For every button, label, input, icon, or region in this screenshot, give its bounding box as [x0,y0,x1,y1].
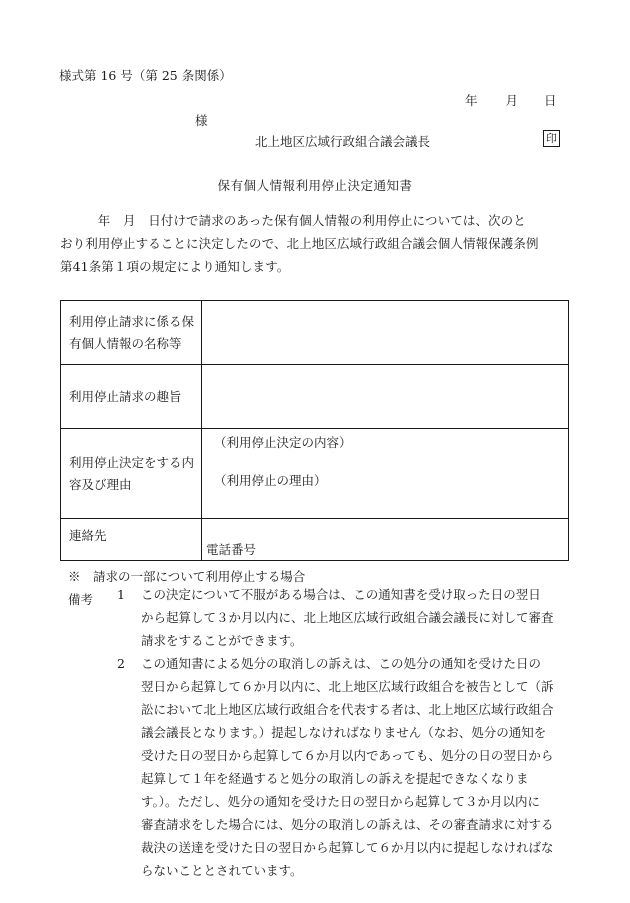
date-month: 月 [505,93,519,108]
note-line: 審査請求をした場合には、処分の取消しの訴えは、その審査請求に対する [141,817,554,832]
table-row [61,519,569,561]
decision-reason-label: （利用停止の理由） [214,473,327,488]
table-row [61,301,569,365]
table-row [61,429,569,519]
note-line: 請求をすることができます。 [141,633,303,648]
note-line: 訟において北上地区広域行政組合を代表する者は、北上地区広域行政組合 [141,702,554,717]
note-line: 議会議長となります。）提起しなければなりません（なお、処分の通知を [141,725,547,740]
table-row [61,365,569,429]
row-value-contact [202,519,569,561]
row-value-decision [202,429,569,519]
date-day: 日 [544,93,557,108]
body-line: 第41条第１項の規定により通知します。 [60,259,290,274]
body-line: おり利用停止することに決定したので、北上地区広域行政組合議会個人情報保護条例 [60,236,539,251]
note-number: 2 [117,656,125,671]
date-line [465,91,557,109]
body-paragraph [60,209,580,278]
partial-note: ※ 請求の一部について利用停止する場合 [68,569,306,584]
row-label-contact: 連絡先 [61,519,202,561]
row-label-info-name: 利用停止請求に係る保 有個人情報の名称等 [61,301,202,365]
document-title: 保有個人情報利用停止決定通知書 [217,178,413,193]
note-line: この決定について不服がある場合は、この通知書を受け取った日の翌日 [141,587,541,602]
note-line: 裁決の送達を受けた日の翌日から起算して６か月以内に提起しなければな [141,840,554,855]
form-number: 様式第 16 号（第 25 条関係） [59,68,232,83]
body-line: 年 月 日付けで請求のあった保有個人情報の利用停止については、次のと [60,213,526,228]
row-label-decision: 利用停止決定をする内 容及び理由 [61,429,202,519]
note-number: 1 [117,587,125,602]
issuer-name: 北上地区広域行政組合議会議長 [255,134,431,149]
note-line: す。）。ただし、処分の通知を受けた日の翌日から起算して３か月以内に [141,794,541,809]
row-value-request-purpose [202,365,569,429]
row-value-info-name [202,301,569,365]
note-line: らないこととされています。 [141,863,303,878]
note-line: から起算して３か月以内に、北上地区広域行政組合議会議長に対して審査 [141,610,554,625]
decision-content-label: （利用停止決定の内容） [214,435,352,450]
info-table [60,300,569,561]
row-label-request-purpose: 利用停止請求の趣旨 [61,365,202,429]
seal-mark: 印 [543,130,560,147]
notes-label: 備考 [68,592,94,607]
note-line: 翌日から起算して６か月以内に、北上地区広域行政組合を被告として（訴 [141,679,554,694]
date-year: 年 [465,93,478,108]
note-line: 起算して１年を経過すると処分の取消しの訴えを提起できなくなりま [141,771,529,786]
note-line: この通知書による処分の取消しの訴えは、この処分の通知を受けた日の [141,656,542,671]
addressee-suffix: 様 [195,113,208,128]
phone-number-label: 電話番号 [206,542,257,557]
note-line: 受けた日の翌日から起算して６か月以内であっても、処分の日の翌日から [141,748,554,763]
